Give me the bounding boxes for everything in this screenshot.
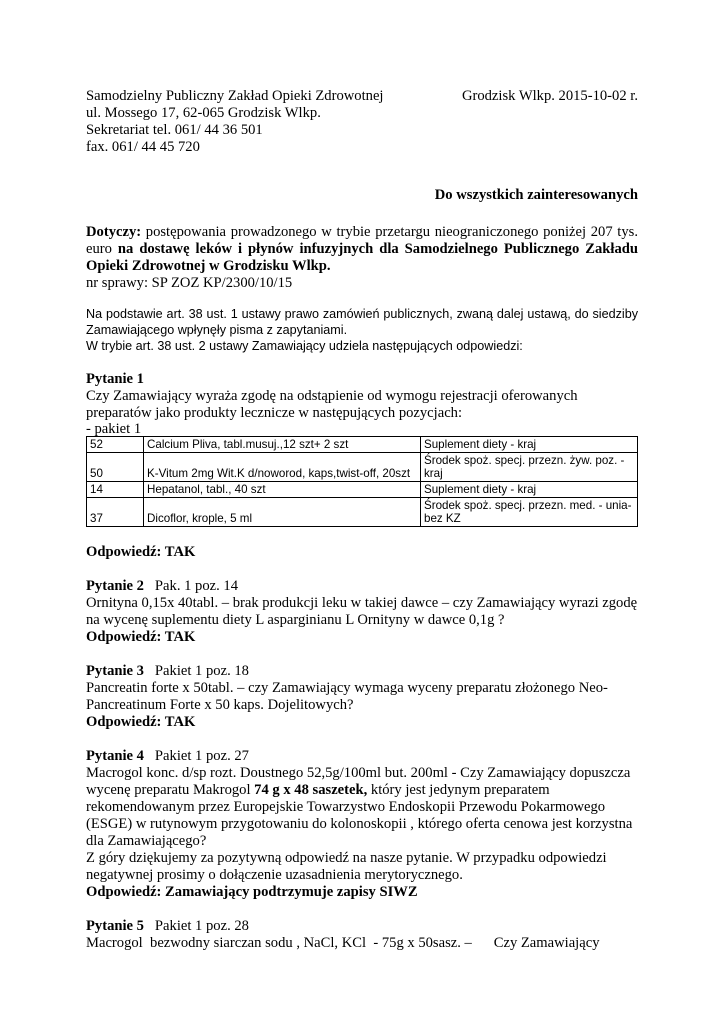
question-2-title: Pytanie 2 <box>86 578 144 594</box>
question-3-ref: Pakiet 1 poz. 18 <box>154 663 249 679</box>
question-4-ref: Pakiet 1 poz. 27 <box>154 748 249 764</box>
question-2-ref: Pak. 1 poz. 14 <box>154 578 239 594</box>
document-date: Grodzisk Wlkp. 2015-10-02 r. <box>461 88 638 104</box>
table-cell-name: Hepatanol, tabl., 40 szt <box>144 482 421 498</box>
table-cell-status: Środek spoż. specj. przezn. żyw. poz. - kraj <box>421 453 638 482</box>
question-1-answer: Odpowiedź: TAK <box>86 544 196 560</box>
subject-bold-text: na dostawę leków i płynów infuzyjnych dla Samodzielnego Publicznego Zakładu Opieki Zdrowotnej w Grodzisku Wlkp. <box>86 241 638 274</box>
question-4-line-6: Z góry dziękujemy za pozytywną odpowiedź na nasze pytanie. W przypadku odpowiedzi <box>86 850 607 866</box>
table-row <box>87 437 638 453</box>
subject-text: postępowania prowadzonego w trybie przetargu nieograniczonego poniżej 207 tys. euro <box>86 224 638 257</box>
question-2-line-2: na wycenę suplementu diety L asparginianu L Ornityny w dawce 0,1g ? <box>86 612 505 628</box>
question-4-header <box>86 748 638 765</box>
table-cell-no: 37 <box>87 498 144 527</box>
question-4-line-2a: wycenę preparatu Makrogol <box>86 782 255 798</box>
table-cell-name: Dicoflor, krople, 5 ml <box>144 498 421 527</box>
question-2-answer: Odpowiedź: TAK <box>86 629 196 645</box>
table-cell-name: K-Vitum 2mg Wit.K d/noworod, kaps,twist-off, 20szt <box>144 453 421 482</box>
table-cell-status: Suplement diety - kraj <box>421 437 638 453</box>
question-1-line-2: preparatów jako produkty lecznicze w następujących pozycjach: <box>86 405 463 421</box>
table-row <box>87 498 638 527</box>
question-4-line-7: negatywnej prosimy o dołączenie uzasadnienia merytorycznego. <box>86 867 463 883</box>
document-page <box>86 88 638 952</box>
question-4-title: Pytanie 4 <box>86 748 144 764</box>
question-4-line-2 <box>86 782 638 799</box>
question-3-line-1: Pancreatin forte x 50tabl. – czy Zamawiający wymaga wyceny preparatu złożonego Neo- <box>86 680 608 696</box>
question-1-line-3: - pakiet 1 <box>86 421 142 437</box>
org-address: ul. Mossego 17, 62-065 Grodzisk Wlkp. <box>86 105 321 121</box>
question-4-line-1: Macrogol konc. d/sp rozt. Doustnego 52,5g/100ml but. 200ml - Czy Zamawiający dopuszcza <box>86 765 631 781</box>
table-row <box>87 453 638 482</box>
question-4-line-2c: który jest jedynym preparatem <box>367 782 550 798</box>
question-5-ref: Pakiet 1 poz. 28 <box>154 918 249 934</box>
subject-paragraph <box>86 224 638 275</box>
question-4-line-3: rekomendowanym przez Europejskie Towarzystwo Endoskopii Przewodu Pokarmowego <box>86 799 606 815</box>
items-table <box>86 436 638 527</box>
question-5-header <box>86 918 638 935</box>
table-cell-no: 14 <box>87 482 144 498</box>
question-3-title: Pytanie 3 <box>86 663 144 679</box>
table-cell-name: Calcium Pliva, tabl.musuj.,12 szt+ 2 szt <box>144 437 421 453</box>
question-5-title: Pytanie 5 <box>86 918 144 934</box>
question-4-line-2b: 74 g x 48 saszetek, <box>254 782 368 798</box>
intro-paragraph-2: W trybie art. 38 ust. 2 ustawy Zamawiający udziela następujących odpowiedzi: <box>86 339 523 353</box>
table-row <box>87 482 638 498</box>
question-2-header <box>86 578 638 595</box>
question-4-line-5: dla Zamawiającego? <box>86 833 207 849</box>
table-cell-no: 50 <box>87 453 144 482</box>
question-5-line-1: Macrogol bezwodny siarczan sodu , NaCl, KCl - 75g x 50sasz. – Czy Zamawiający <box>86 935 600 951</box>
question-3-answer: Odpowiedź: TAK <box>86 714 196 730</box>
addressee: Do wszystkich zainteresowanych <box>434 187 638 203</box>
subject-label: Dotyczy: <box>86 224 142 240</box>
org-fax: fax. 061/ 44 45 720 <box>86 139 200 155</box>
table-cell-status: Suplement diety - kraj <box>421 482 638 498</box>
table-cell-no: 52 <box>87 437 144 453</box>
intro-paragraph-1: Na podstawie art. 38 ust. 1 ustawy prawo zamówień publicznych, zwaną dalej ustawą, do siedziby Zamawiającego wpłynęły pisma z zapytaniami. <box>86 307 638 337</box>
question-3-header <box>86 663 638 680</box>
question-4-answer: Odpowiedź: Zamawiający podtrzymuje zapisy SIWZ <box>86 884 418 900</box>
org-name: Samodzielny Publiczny Zakład Opieki Zdrowotnej <box>86 88 384 104</box>
case-number: nr sprawy: SP ZOZ KP/2300/10/15 <box>86 275 293 291</box>
org-phone: Sekretariat tel. 061/ 44 36 501 <box>86 122 263 138</box>
question-3-line-2: Pancreatinum Forte x 50 kaps. Dojelitowych? <box>86 697 354 713</box>
question-1-line-1: Czy Zamawiający wyraża zgodę na odstąpienie od wymogu rejestracji oferowanych <box>86 388 578 404</box>
question-1-title: Pytanie 1 <box>86 371 144 387</box>
table-cell-status: Środek spoż. specj. przezn. med. - unia-bez KZ <box>421 498 638 527</box>
question-2-line-1: Ornityna 0,15x 40tabl. – brak produkcji leku w takiej dawce – czy Zamawiający wyrazi zgodę <box>86 595 638 611</box>
header-row <box>86 88 638 105</box>
question-4-line-4: (ESGE) w rutynowym przygotowaniu do kolonoskopii , którego oferta cenowa jest korzystna <box>86 816 633 832</box>
